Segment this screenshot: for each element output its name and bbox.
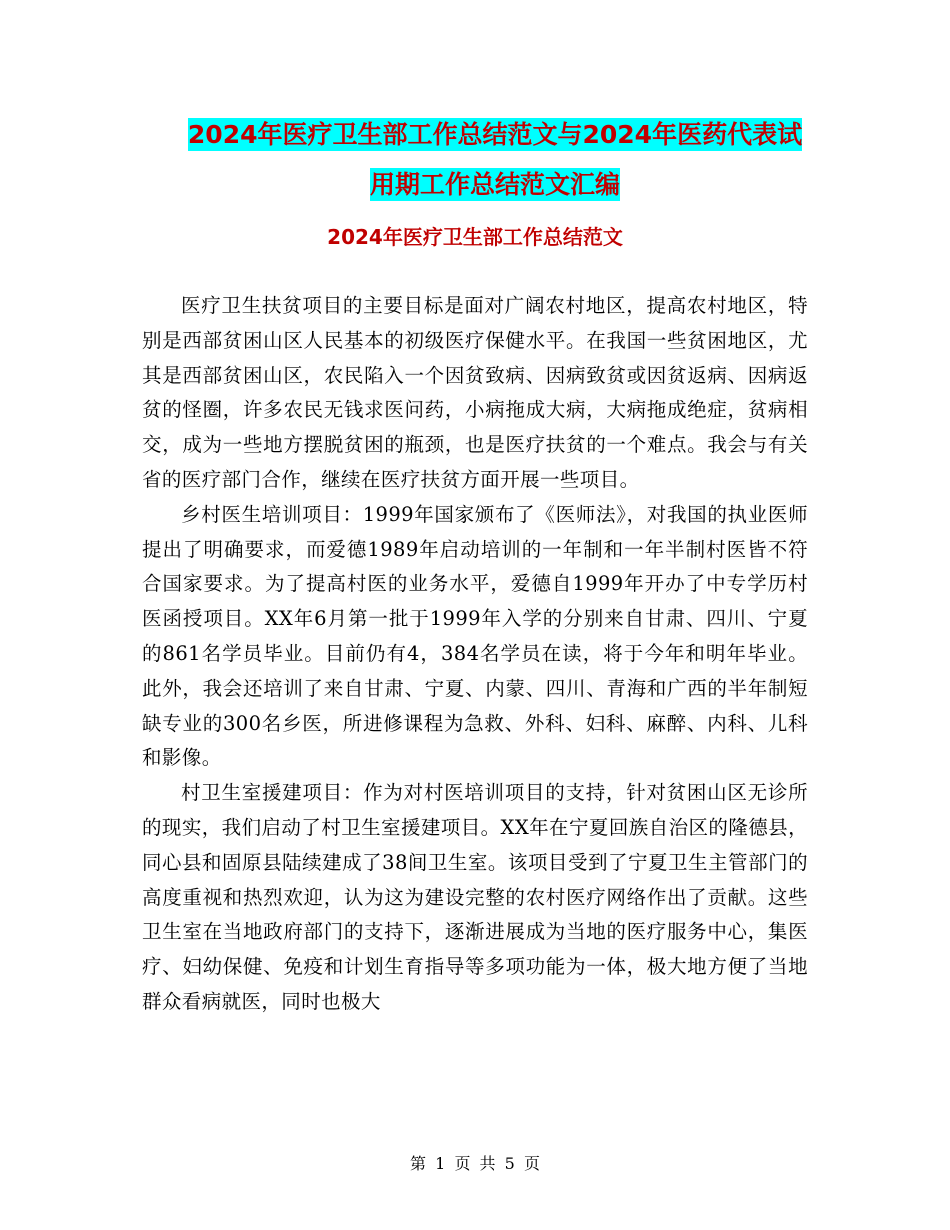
footer-page-number: 1 — [435, 1154, 446, 1173]
paragraph-1: 医疗卫生扶贫项目的主要目标是面对广阔农村地区，提高农村地区，特别是西部贫困山区人民基本的初级医疗保健水平。在我国一些贫困地区，尤其是西部贫困山区，农民陷入一个因贫致病、因病致贫或因贫返病、因病返贫的怪圈，许多农民无钱求医问药，小病拖成大病，大病拖成绝症，贫病相交，成为一些地方摆脱贫困的瓶颈，也是医疗扶贫的一个难点。我会与有关省的医疗部门合作，继续在医疗扶贫方面开展一些项目。 — [142, 294, 808, 491]
footer-total-unit: 页 — [523, 1154, 540, 1173]
section-title: 2024年医疗卫生部工作总结范文 — [327, 225, 623, 249]
footer-total-label: 共 — [479, 1154, 496, 1173]
document-title-line-2: 用期工作总结范文汇编 — [369, 170, 620, 199]
paragraph-2: 乡村医生培训项目：1999年国家颁布了《医师法》，对我国的执业医师提出了明确要求，而爱德1989年启动培训的一年制和一年半制村医皆不符合国家要求。为了提高村医的业务水平，爱德自1999年开办了中专学历村医函授项目。XX年6月第一批于1999年入学的分别来自甘肃、四川、宁夏的861名学员毕业。目前仍有4，384名学员在读，将于今年和明年毕业。此外，我会还培训了来自甘肃、宁夏、内蒙、四川、青海和广西的半年制短缺专业的300名乡医，所进修课程为急救、外科、妇科、麻醉、内科、儿科和影像。 — [142, 502, 808, 770]
footer-page-label: 第 — [410, 1154, 427, 1173]
document-body — [142, 289, 808, 1020]
paragraph-3: 村卫生室援建项目：作为对村医培训项目的支持，针对贫困山区无诊所的现实，我们启动了村卫生室援建项目。XX年在宁夏回族自治区的隆德县，同心县和固原县陆续建成了38间卫生室。该项目受到了宁夏卫生主管部门的高度重视和热烈欢迎，认为这为建设完整的农村医疗网络作出了贡献。这些卫生室在当地政府部门的支持下，逐渐进展成为当地的医疗服务中心，集医疗、妇幼保健、免疫和计划生育指导等多项功能为一体，极大地方便了当地群众看病就医，同时也极大 — [142, 781, 808, 1013]
footer-total-pages: 5 — [504, 1154, 515, 1173]
footer-page-unit: 页 — [454, 1154, 471, 1173]
document-title-line-1: 2024年医疗卫生部工作总结范文与2024年医药代表试 — [187, 120, 803, 149]
page-footer — [0, 1153, 950, 1175]
document-title — [150, 110, 840, 210]
